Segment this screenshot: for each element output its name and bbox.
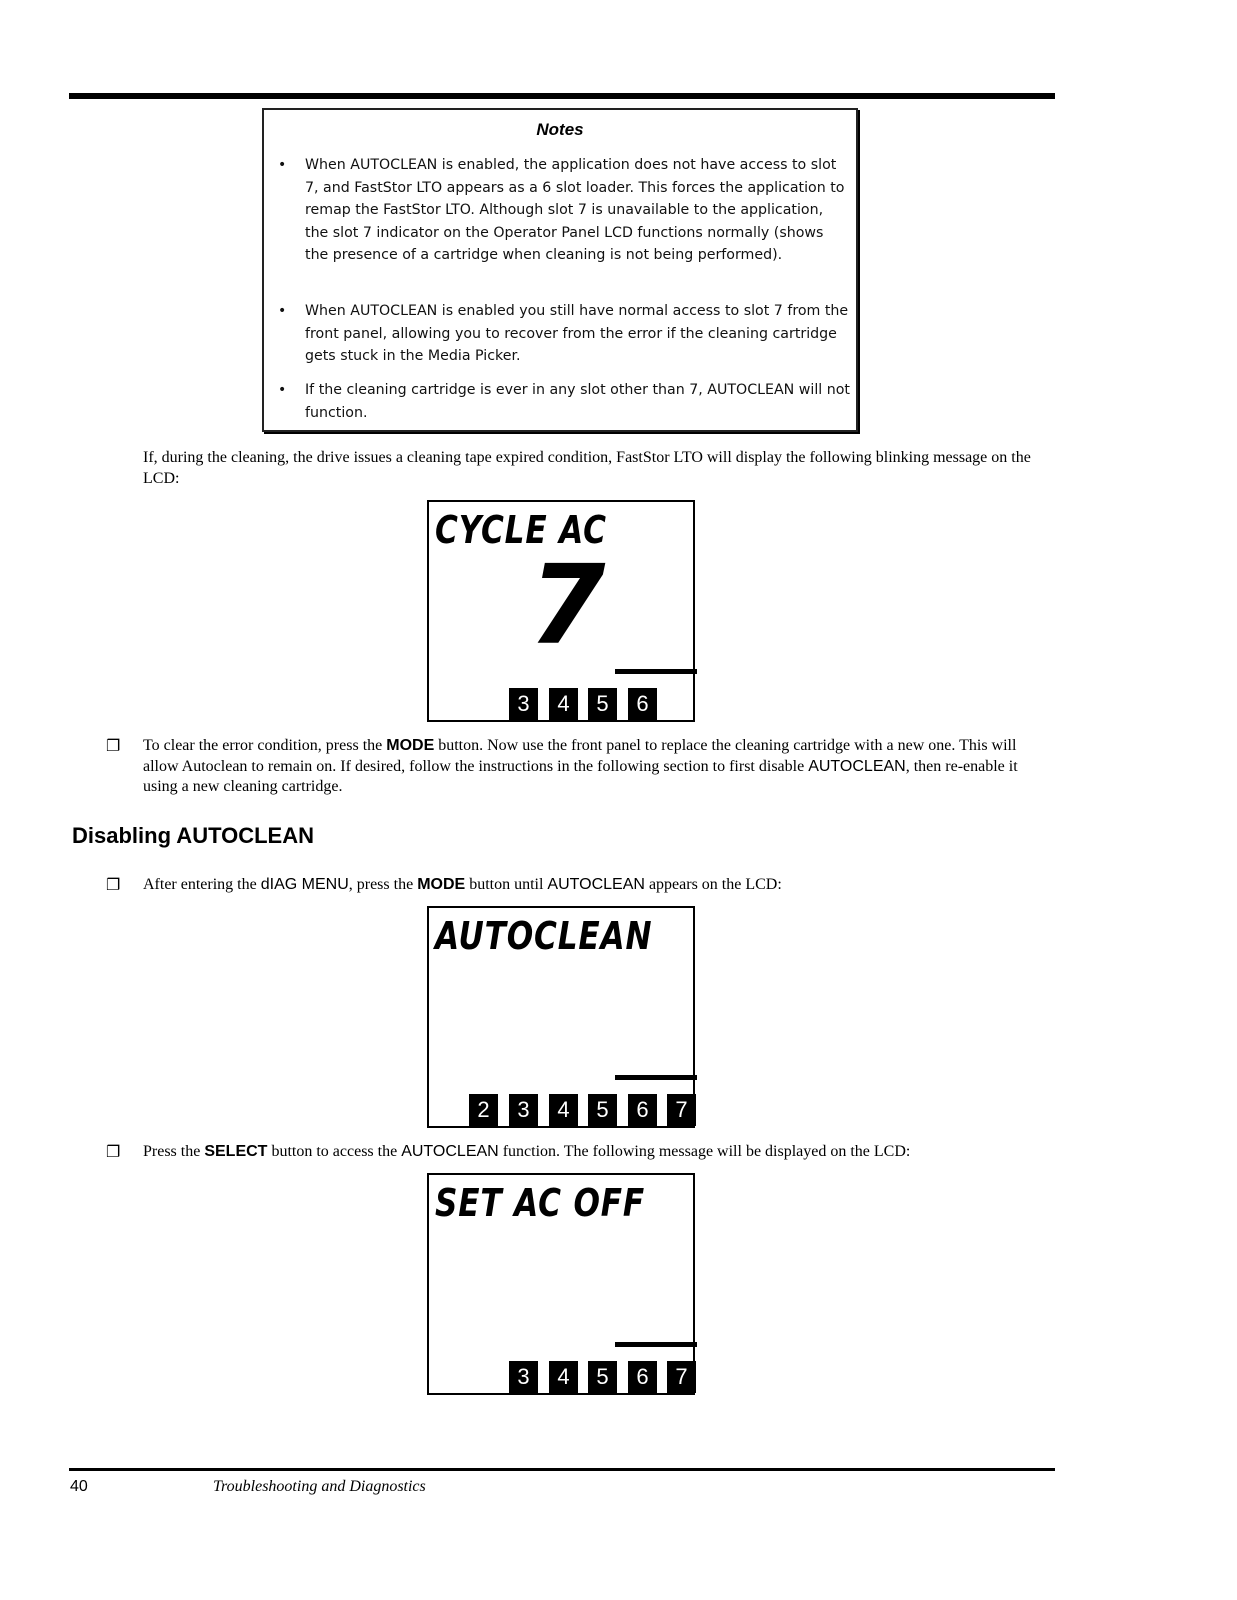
slot-indicator: 7 <box>667 1361 696 1393</box>
lcd-text: CYCLE AC <box>435 508 607 552</box>
checkbox-bullet: ❐ <box>106 736 121 755</box>
text: button until <box>465 876 548 893</box>
bullet: • <box>278 157 287 173</box>
section-heading: Disabling AUTOCLEAN <box>72 823 315 848</box>
bottom-rule <box>69 1468 1055 1471</box>
lcd-big-digit: 7 <box>529 541 606 669</box>
text: After entering the <box>143 876 261 893</box>
lcd-indicator-bar <box>615 1075 697 1080</box>
slot-indicator: 3 <box>509 1094 538 1126</box>
notes-box <box>262 108 858 432</box>
autoclean-label: AUTOCLEAN <box>401 1143 499 1160</box>
lcd-display-autoclean <box>427 906 695 1128</box>
slot-indicator: 4 <box>549 688 578 720</box>
slot-indicator: 2 <box>469 1094 498 1126</box>
slot-indicator: 4 <box>549 1094 578 1126</box>
slot-indicator: 4 <box>549 1361 578 1393</box>
checkbox-bullet: ❐ <box>106 1142 121 1161</box>
text: , press the <box>348 876 418 893</box>
slot-indicator: 6 <box>628 688 657 720</box>
lcd-indicator-bar <box>615 669 697 674</box>
lcd-display-cycle-ac <box>427 500 695 722</box>
text: button to access the <box>267 1143 402 1160</box>
slot-indicator: 7 <box>667 1094 696 1126</box>
bullet: • <box>278 303 287 319</box>
lcd-indicator-bar <box>615 1342 697 1347</box>
bullet: • <box>278 382 287 398</box>
note-text: When AUTOCLEAN is enabled, the application does not have access to slot 7, and FastStor LTO appears as a 6 slot loader. This forces the application to remap the FastStor LTO. Although slot 7 is unavailable to the application, the slot 7 indicator on the Operator Panel LCD functions normally (shows the presence of a cartridge when cleaning is not being performed). <box>305 157 845 263</box>
text: appears on the LCD: <box>644 876 782 893</box>
intro-paragraph: If, during the cleaning, the drive issues a cleaning tape expired condition, FastStor LTO will display the following blinking message on the LCD: <box>143 449 1031 487</box>
footer-section-title: Troubleshooting and Diagnostics <box>213 1478 426 1495</box>
text: , then re-enable it using a new cleaning cartridge. <box>143 757 1018 795</box>
select-label: SELECT <box>204 1143 268 1160</box>
checkbox-bullet: ❐ <box>106 875 121 894</box>
lcd-text: SET AC OFF <box>435 1181 645 1225</box>
step-enter-diag <box>143 875 1033 896</box>
slot-indicator: 3 <box>509 688 538 720</box>
step-select <box>143 1142 1033 1163</box>
text: function. The following message will be displayed on the LCD: <box>498 1143 911 1160</box>
text: button. Now use the front panel to replace the cleaning cartridge with a new one. This will allow Autoclean to remain on. If desired, follow the instructions in the following section to first disable <box>143 737 1017 775</box>
text: Press the <box>143 1143 205 1160</box>
autoclean-label: AUTOCLEAN <box>808 757 906 775</box>
mode-label: MODE <box>386 737 435 754</box>
slot-indicator: 5 <box>588 1361 617 1393</box>
text: To clear the error condition, press the <box>143 737 387 754</box>
note-item <box>278 379 848 425</box>
slot-indicator: 5 <box>588 688 617 720</box>
page-number: 40 <box>70 1478 88 1495</box>
mode-label: MODE <box>417 876 466 893</box>
top-rule <box>69 93 1055 99</box>
note-item <box>278 154 848 290</box>
step-clear-error <box>143 736 1033 798</box>
note-item <box>278 300 848 370</box>
notes-title: Notes <box>536 120 584 139</box>
slot-indicator: 3 <box>509 1361 538 1393</box>
note-text: If the cleaning cartridge is ever in any slot other than 7, AUTOCLEAN will not function. <box>305 382 850 421</box>
lcd-text: AUTOCLEAN <box>435 914 653 958</box>
note-text: When AUTOCLEAN is enabled you still have normal access to slot 7 from the front panel, allowing you to recover from the error if the cleaning cartridge gets stuck in the Media Picker. <box>305 303 849 364</box>
autoclean-label: AUTOCLEAN <box>547 876 645 893</box>
slot-indicator: 6 <box>628 1361 657 1393</box>
slot-indicator: 5 <box>588 1094 617 1126</box>
lcd-display-set-ac-off <box>427 1173 695 1395</box>
diag-menu-label: dIAG MENU <box>260 876 349 893</box>
slot-indicator: 6 <box>628 1094 657 1126</box>
